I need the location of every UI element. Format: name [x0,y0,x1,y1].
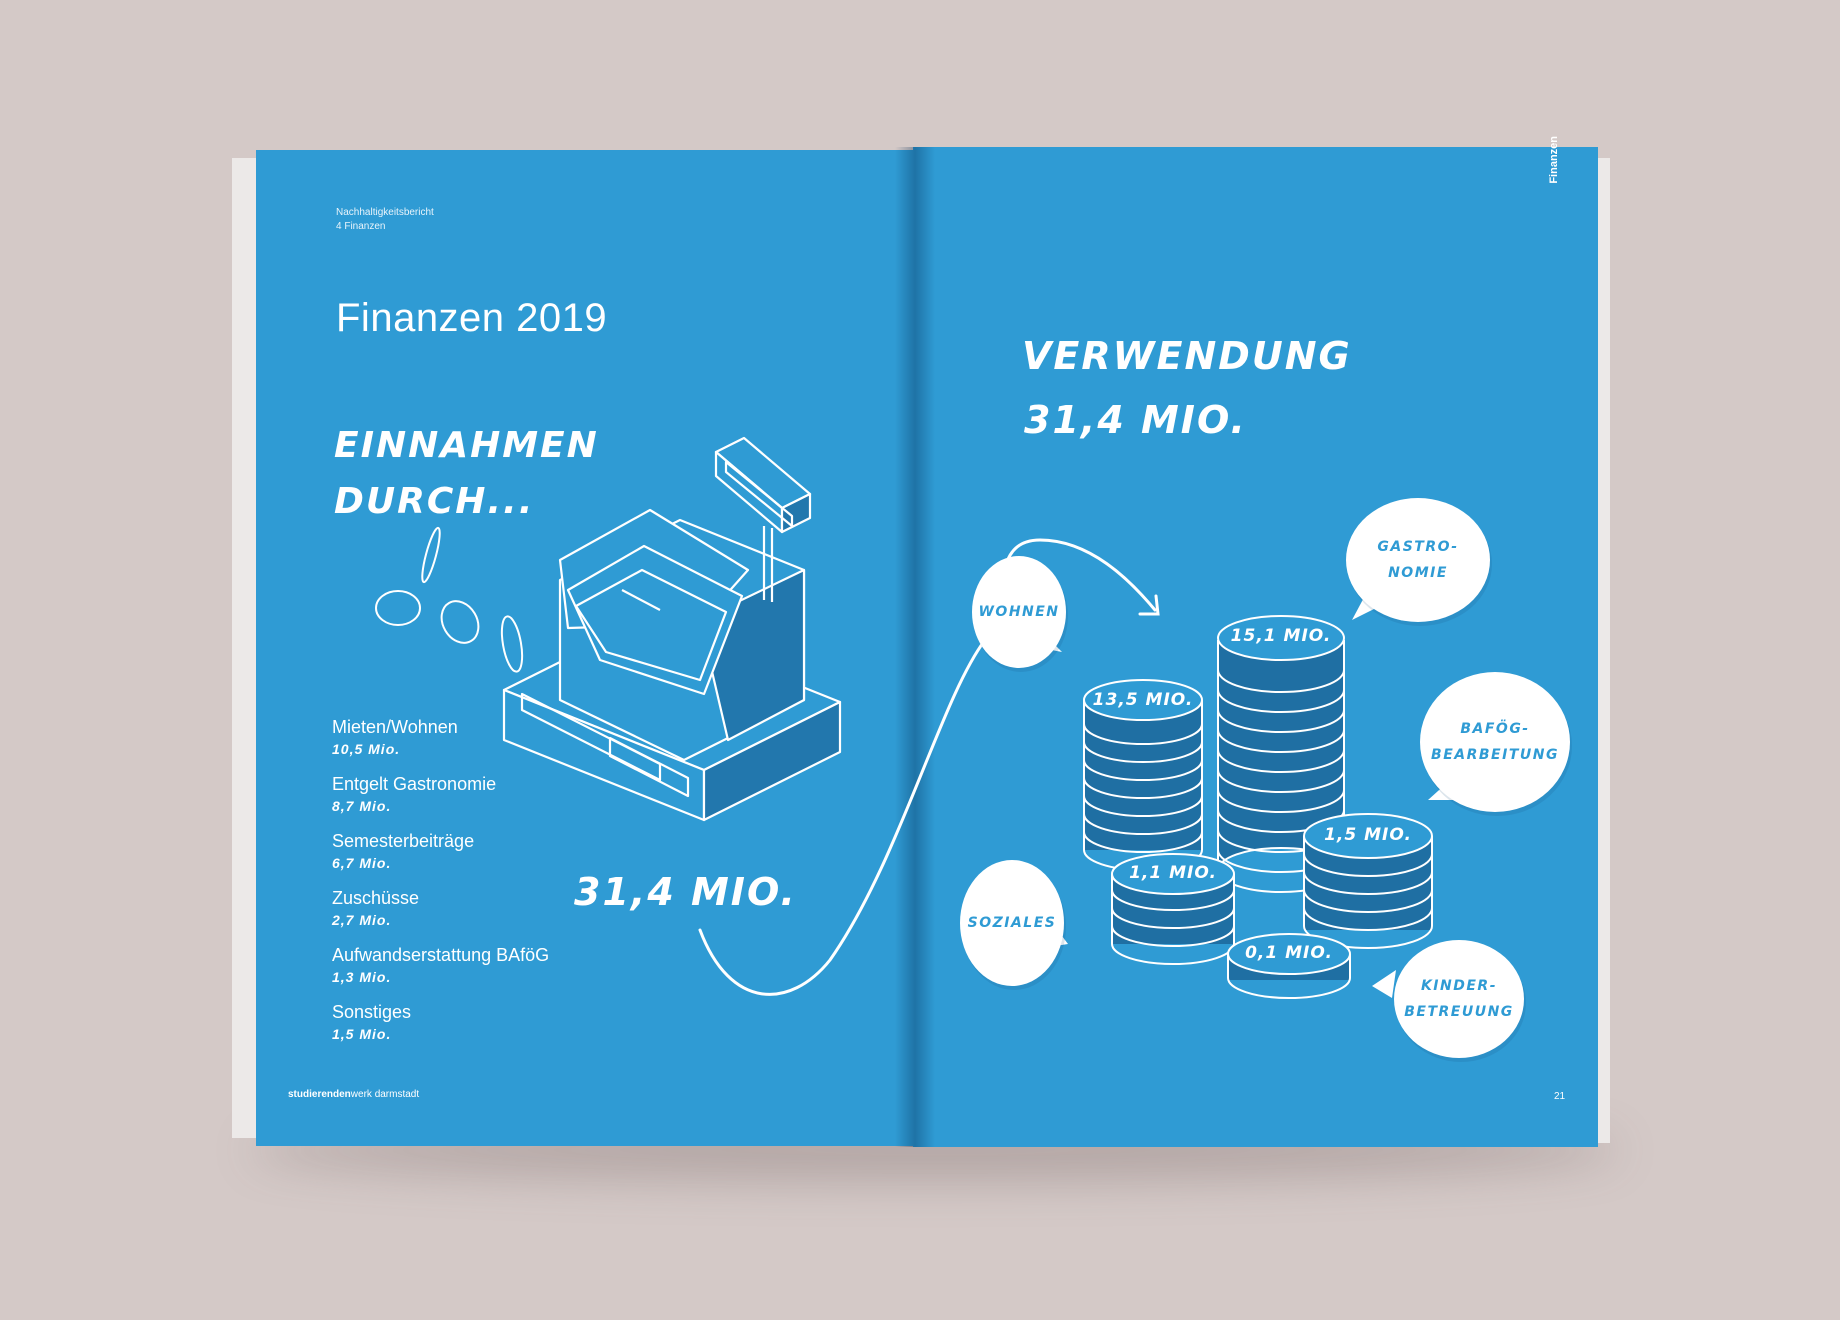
income-item-value: 6,7 Mio. [332,855,392,871]
coin-label-bafoeg: 1,5 MIO. [1324,825,1412,845]
footer-brand [288,1089,419,1100]
income-item-name: Sonstiges [332,1002,412,1022]
flying-coins-icon [376,527,526,673]
coin-label-soziales: 1,1 MIO. [1129,863,1217,883]
coin-stacks-icon [1084,616,1432,998]
income-heading-line1: EINNAHMEN [334,425,599,466]
income-heading [334,418,599,530]
usage-total: 31,4 MIO. [1024,398,1247,442]
page-number: 21 [1554,1091,1566,1102]
bubble-bafoeg [1420,672,1570,812]
coin-label-kinderbetreuung: 0,1 MIO. [1245,943,1333,963]
income-item-value: 1,5 Mio. [332,1026,392,1042]
running-header [336,206,434,234]
list-item [332,773,662,830]
side-label: Finanzen [1548,136,1560,184]
income-item-value: 1,3 Mio. [332,969,392,985]
list-item [332,1001,662,1058]
usage-heading: VERWENDUNG [1022,334,1352,378]
brand-bold: studierenden [288,1089,351,1100]
bubble-label: BAFÖG- BEARBEITUNG [1431,721,1559,763]
income-item-name: Mieten/Wohnen [332,717,458,737]
list-item [332,716,662,773]
bubble-label: KINDER- BETREUUNG [1404,978,1514,1020]
income-heading-line2: DURCH... [334,481,535,522]
income-item-name: Semesterbeiträge [332,831,475,851]
income-item-value: 10,5 Mio. [332,741,401,757]
income-item-name: Zuschüsse [332,888,420,908]
coin-label-gastronomie: 15,1 MIO. [1230,626,1332,646]
bubble-label: SOZIALES [967,915,1057,931]
coin-label-wohnen: 13,5 MIO. [1092,690,1194,710]
chapter-name: 4 Finanzen [336,221,386,232]
bubble-soziales [960,860,1064,986]
bubble-gastronomie [1346,498,1490,622]
income-item-value: 8,7 Mio. [332,798,392,814]
income-item-name: Entgelt Gastronomie [332,774,497,794]
bubble-kinderbetreuung [1394,940,1524,1058]
bubble-label: WOHNEN [978,604,1060,620]
page-title: Finanzen 2019 [336,296,608,340]
income-item-value: 2,7 Mio. [332,912,392,928]
list-item [332,944,662,1001]
brand-rest: werk darmstadt [350,1089,420,1100]
bubble-label: GASTRO- NOMIE [1377,539,1459,581]
report-name: Nachhaltigkeitsbericht [336,207,434,218]
income-total: 31,4 MIO. [574,870,797,914]
bubble-wohnen [972,556,1066,668]
income-item-name: Aufwandserstattung BAföG [332,945,550,965]
